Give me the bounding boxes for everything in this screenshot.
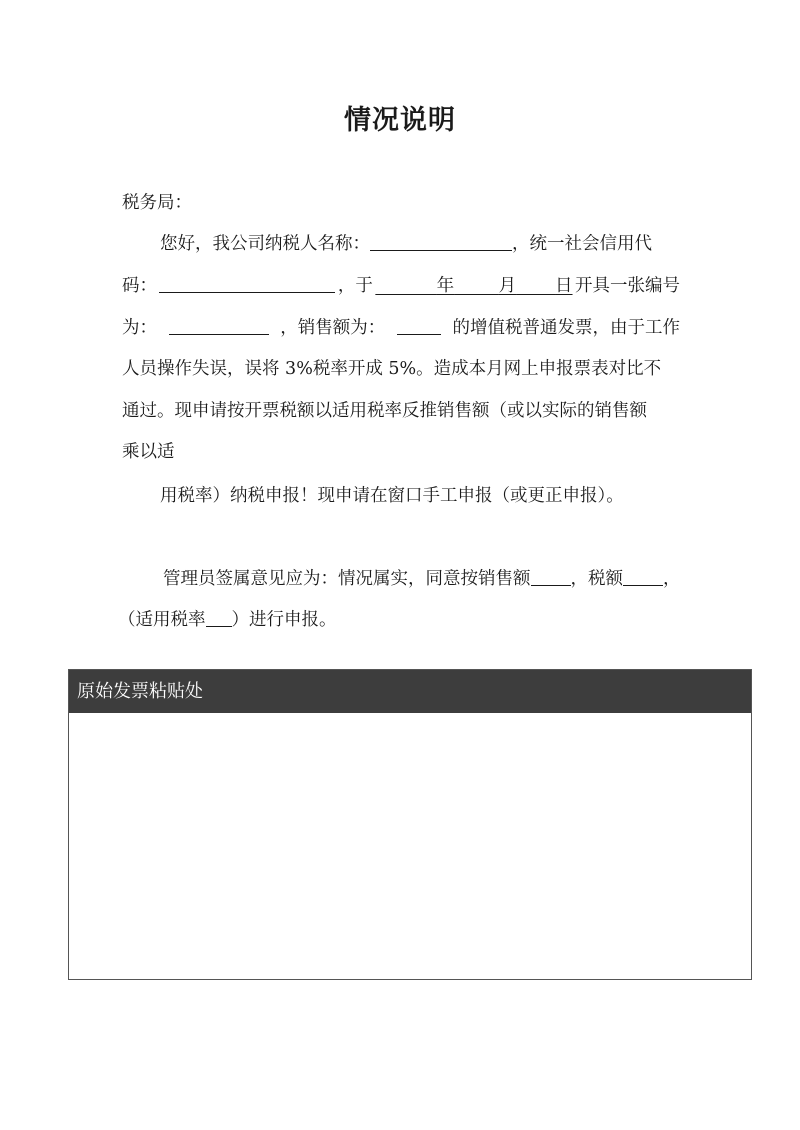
paragraph-line-5 [122,399,680,423]
opinion-sales-blank [531,567,571,586]
text-taxpayer-name-label: 您好，我公司纳税人名称： [160,234,370,254]
paragraph-line-2 [122,274,680,298]
paste-box-header: 原始发票粘贴处 [69,670,751,713]
paragraph-line-3 [122,316,680,340]
text-opinion-label: 管理员签属意见应为：情况属实，同意按销售额 [163,569,531,589]
text-request-description: 通过。现申请按开票税额以适用税率反推销售额（或以实际的销售额 [122,401,647,421]
invoice-paste-box [68,669,752,980]
credit-code-blank [159,274,335,293]
text-number-label: 为： [122,318,157,338]
text-code-label: 码： [122,276,157,296]
date-month: 月 [498,276,517,296]
taxpayer-name-blank [370,232,512,251]
date-day: 日 [555,276,573,296]
text-sales-label: ，销售额为： [280,318,386,338]
text-comma: ， [663,569,681,589]
text-error-description: 人员操作失误，误将 3%税率开成 5%。造成本月网上申报票表对比不 [122,359,662,379]
paragraph-line-1 [160,232,652,256]
paragraph-line-6: 乘以适 [122,442,175,462]
date-blank [375,274,572,298]
date-year: 年 [436,276,455,296]
text-date-label: ，于 [337,276,373,296]
sales-amount-blank [397,316,441,335]
invoice-number-blank [169,316,269,335]
text-credit-code-label: ，统一社会信用代 [512,234,652,254]
paragraph-line-7: 用税率）纳税申报！现申请在窗口手工申报（或更正申报）。 [160,486,624,506]
salutation: 税务局： [122,193,192,213]
opinion-line-1 [163,567,681,591]
text-rate-label: （适用税率 [118,610,206,630]
text-invoice-number-label: 开具一张编号 [574,276,680,296]
opinion-rate-blank [206,608,232,627]
paragraph-line-4 [122,357,680,381]
text-tax-label: ，税额 [570,569,623,589]
page-title: 情况说明 [344,105,456,136]
opinion-line-2 [118,608,337,632]
opinion-tax-blank [623,567,663,586]
text-invoice-type: 的增值税普通发票，由于工作 [452,318,680,338]
text-declare: ）进行申报。 [231,610,337,630]
